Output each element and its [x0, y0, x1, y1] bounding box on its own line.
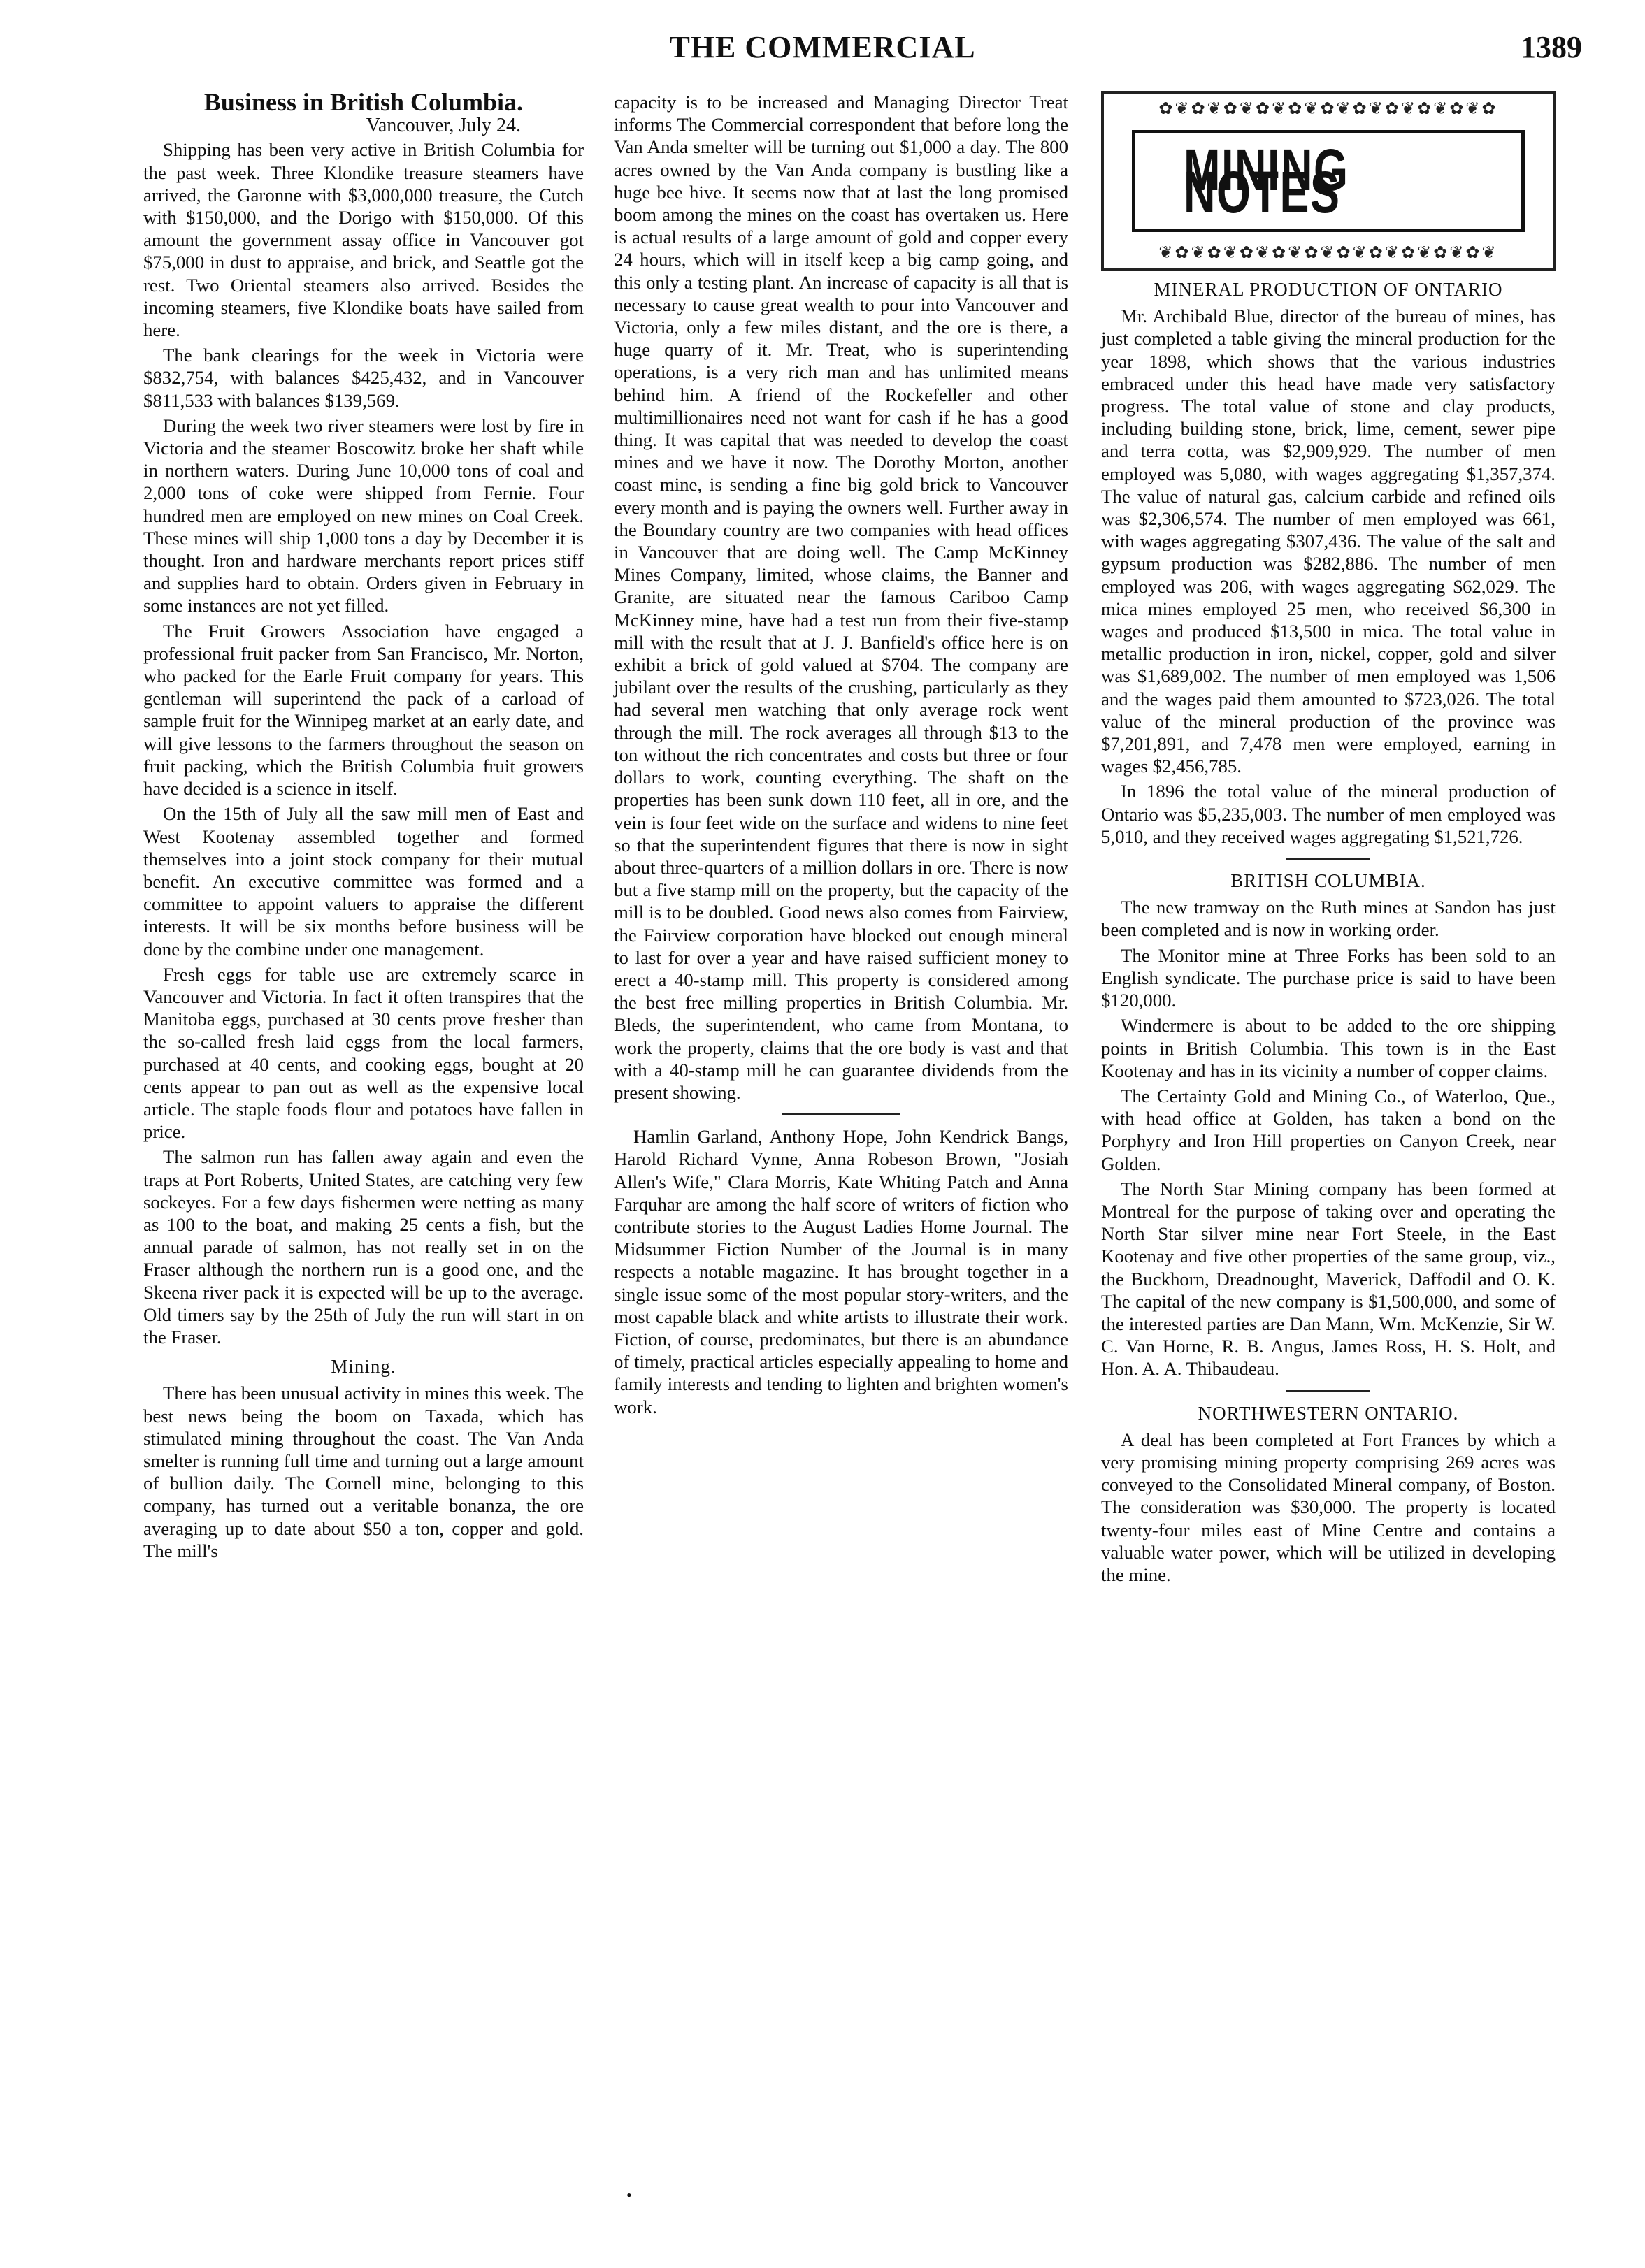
column-1 — [143, 88, 584, 1565]
divider-rule — [1286, 858, 1370, 860]
section-heading-northwestern-ontario: NORTHWESTERN ONTARIO. — [1198, 1402, 1459, 1424]
article-dateline: Vancouver, July 24. — [366, 115, 521, 137]
ornament-border-icon: ✿❦✿❦✿❦✿❦✿❦✿❦✿❦✿❦✿❦✿❦✿ — [1158, 100, 1498, 118]
paragraph: Shipping has been very active in British Columbia for the past week. Three Klondike treasure steamers have arrived, the Garonne with $3,000,000 treasure, the Cutch with $150,000, and the Dorigo with $150,000. Of this amount the government assay office in Vancouver got $75,000 in dust to appraise, and brick, and Seattle got the rest. Two Oriental steamers also arrived. Besides the incoming steamers, five Klondike boats have sailed from here. — [143, 139, 584, 341]
print-dot: • — [626, 2186, 632, 2204]
paragraph: Fresh eggs for table use are extremely scarce in Vancouver and Victoria. In fact it often transpires that the Manitoba eggs, purchased at 30 cents prove fresher than the so-called fresh laid eggs from the local farmers, purchased at 40 cents, and cooking eggs, bought at 20 cents appear to pan out as well as the expensive local article. The staple foods flour and potatoes have fallen in price. — [143, 963, 584, 1143]
paragraph: On the 15th of July all the saw mill men of East and West Kootenay assembled together and formed themselves into a joint stock company for their mutual benefit. An executive committee was formed and a committee to appoint valuers to appraise the different interests. It will be six months before business will be done by the combine under one management. — [143, 803, 584, 960]
paragraph: The bank clearings for the week in Victoria were $832,754, with balances $425,432, and in Vancouver $811,533 with balances $139,569. — [143, 345, 584, 411]
column-2 — [614, 91, 1068, 1421]
paragraph: A deal has been completed at Fort Frances by which a very promising mining property comprising 269 acres was conveyed to the Consolidated Mineral company, of Boston. The consideration was $30,000. The property is located twenty-four miles east of Mine Centre and contains a valuable water power, which will be utilized in developing the mine. — [1101, 1429, 1556, 1585]
page-number: 1389 — [1521, 30, 1582, 64]
paragraph: capacity is to be increased and Managing Director Treat informs The Commercial correspondent that before long the Van Anda smelter will be turning out $1,000 a day. The 800 acres owned by the Van Anda company is bustling like a huge bee hive. It seems now that at last the long promised boom among the mines on the coast has overtaken us. Here is actual results of a large amount of gold and copper every 24 hours, which will in itself keep a big camp going, and this only a testing plant. An increase of capacity is all that is necessary to cause great wealth to pour into Vancouver and Victoria, only a few miles distant, and the ore is there, a huge quarry of it. Mr. Treat, who is superintending operations, is a very rich man and has unlimited means behind him. A friend of the Rockefeller and other multimillionaires need not want for cash if he has a good thing. It was capital that was needed to develop the coast mines and we have it now. The Dorothy Morton, another coast mine, is sending a fine big gold brick to Vancouver every month and is paying the owners well. Further away in the Boundary country are two companies with head offices in Vancouver that are doing well. The Camp McKinney Mines Company, limited, whose claims, the Banner and Granite, are situated near the famous Cariboo Camp McKinney mine, have had a test run from their five-stamp mill with the result that at J. J. Banfield's office here is on exhibit a brick of gold valued at $704. The company are jubilant over the results of the crushing, particularly as they had several men watching that only average rock went through the mill. The rock averages all through $13 to the ton without the rich concentrates and costs but three or four dollars to work, counting everything. The shaft on the properties has been sunk down 110 feet, all in ore, and the vein is four feet wide on the surface and widens to nine feet so that the superintendent figures that there is now in sight about three-quarters of a million dollars in ore. There is now but a five stamp mill on the property, but the capacity of the mill is to be doubled. Good news also comes from Fairview, the Fairview corporation have blocked out enough mineral to last for over a year and have raised sufficient money to erect a 40-stamp mill. This property is considered among the best free milling properties in British Columbia. Mr. Bleds, the superintendent, who came from Montana, to work the property, claims that the ore body is vast and that with a 40-stamp mill he can guarantee dividends from the present showing. — [614, 92, 1068, 1103]
paragraph: Mr. Archibald Blue, director of the bureau of mines, has just completed a table giving the mineral production for the year 1898, which shows that the various industries embraced under this head have made very satisfactory progress. The total value of stone and clay products, including building stone, brick, lime, cement, sewer pipe and terra cotta, was $2,909,929. The number of men employed was 5,080, with wages aggregating $1,357,374. The value of natural gas, calcium carbide and refined oils was $2,306,574. The number of men employed was 661, with wages aggregating $307,436. The value of the salt and gypsum production was $282,886. The number of men employed was 206, with wages aggregating $62,029. The mica mines employed 25 men, who received $6,300 in wages and produced $13,500 in mica. The total value in metallic production in iron, nickel, copper, gold and silver was $1,689,002. The number of men employed was 1,506 and the wages paid them amounted to $723,026. The total value of the mineral production of the province was $7,201,891, and 7,478 men were employed, earning in wages $2,456,785. — [1101, 305, 1556, 777]
paragraph: The salmon run has fallen away again and even the traps at Port Roberts, United States, are catching very few sockeyes. For a few days fishermen were netting as many as 100 to the boat, and making 25 cents a fish, but the annual parade of salmon, has not really set in on the Fraser although the northern run is a good one, and the Skeena river pack it is expected will be up to the average. Old timers say by the 25th of July the run will start in on the Fraser. — [143, 1146, 584, 1348]
paragraph: The North Star Mining company has been formed at Montreal for the purpose of taking over and operating the North Star silver mine near Fort Steele, in the East Kootenay and five other properties of the same group, viz., the Buckhorn, Dreadnought, Maverick, Daffodil and O. K. The capital of the new company is $1,500,000, and some of the interested parties are Dan Mann, Wm. McKenzie, Sir W. C. Van Horne, R. B. Angus, James Ross, H. S. Holt, and Hon. A. A. Thibaudeau. — [1101, 1178, 1556, 1380]
section-subhead-mining: Mining. — [331, 1356, 396, 1378]
section-heading-ontario: MINERAL PRODUCTION OF ONTARIO — [1154, 279, 1503, 300]
divider-rule — [1286, 1390, 1370, 1392]
paragraph: Hamlin Garland, Anthony Hope, John Kendrick Bangs, Harold Richard Vynne, Anna Robeson Brown, "Josiah Allen's Wife," Clara Morris, Kate Whiting Patch and Anna Farquhar are among the half score of writers of fiction who contribute stories to the August Ladies Home Journal. The Midsummer Fiction Number of the Journal is in many respects a notable magazine. It has brought together in a single issue some of the most popular story-writers, and the most capable black and white artists to illustrate their work. Fiction, of course, predominates, but there is an abundance of timely, practical articles especially appealing to home and family interests and tending to lighten and brighten women's work. — [614, 1126, 1068, 1417]
banner-title: MINING NOTES — [1184, 136, 1349, 225]
paragraph: There has been unusual activity in mines this week. The best news being the boom on Taxada, which has stimulated mining throughout the coast. The Van Anda smelter is running full time and turning out a large amount of bullion daily. The Cornell mine, belonging to this company, has turned out a veritable bonanza, the ore averaging up to date about $50 a ton, copper and gold. The mill's — [143, 1382, 584, 1561]
article-headline-bc-business: Business in British Columbia. — [203, 88, 524, 116]
paragraph: During the week two river steamers were lost by fire in Victoria and the steamer Boscowitz broke her shaft while in northern waters. During June 10,000 tons of coal and 2,000 tons of coke were shipped from Fernie. Four hundred men are employed on new mines on Coal Creek. These mines will ship 1,000 tons a day by December it is thought. Iron and hardware merchants report prices stiff and supplies hard to obtain. Orders given in February in some instances are not yet filled. — [143, 414, 584, 616]
mining-notes-banner — [1101, 91, 1556, 271]
page-header — [0, 29, 1645, 78]
paragraph: The Monitor mine at Three Forks has been sold to an English syndicate. The purchase price is said to have been $120,000. — [1101, 944, 1556, 1011]
column-3 — [1101, 91, 1556, 1589]
paragraph: In 1896 the total value of the mineral production of Ontario was $5,235,003. The number of men employed was 5,010, and they received wages aggregating $1,521,726. — [1101, 781, 1556, 847]
ornament-border-icon: ❦✿❦✿❦✿❦✿❦✿❦✿❦✿❦✿❦✿❦✿❦ — [1158, 243, 1498, 262]
paragraph: The Certainty Gold and Mining Co., of Waterloo, Que., with head office at Golden, has taken a bond on the Porphyry and Iron Hill properties on Canyon Creek, near Golden. — [1101, 1085, 1556, 1174]
paragraph: Windermere is about to be added to the ore shipping points in British Columbia. This town is in the East Kootenay and has in its vicinity a number of copper claims. — [1101, 1015, 1556, 1081]
banner-frame — [1132, 130, 1525, 232]
paragraph: The Fruit Growers Association have engaged a professional fruit packer from San Francisco, Mr. Norton, who packed for the Earle Fruit company for years. This gentleman will superintend the pack of a carload of sample fruit for the Winnipeg market at an early date, and will give lessons to the farmers throughout the season on fruit packing, which the British Columbia fruit growers have decided is a science in itself. — [143, 620, 584, 800]
paragraph: The new tramway on the Ruth mines at Sandon has just been completed and is now in working order. — [1101, 897, 1556, 941]
section-heading-british-columbia: BRITISH COLUMBIA. — [1230, 870, 1426, 892]
publication-title: THE COMMERCIAL — [669, 30, 976, 64]
divider-rule — [782, 1113, 900, 1115]
